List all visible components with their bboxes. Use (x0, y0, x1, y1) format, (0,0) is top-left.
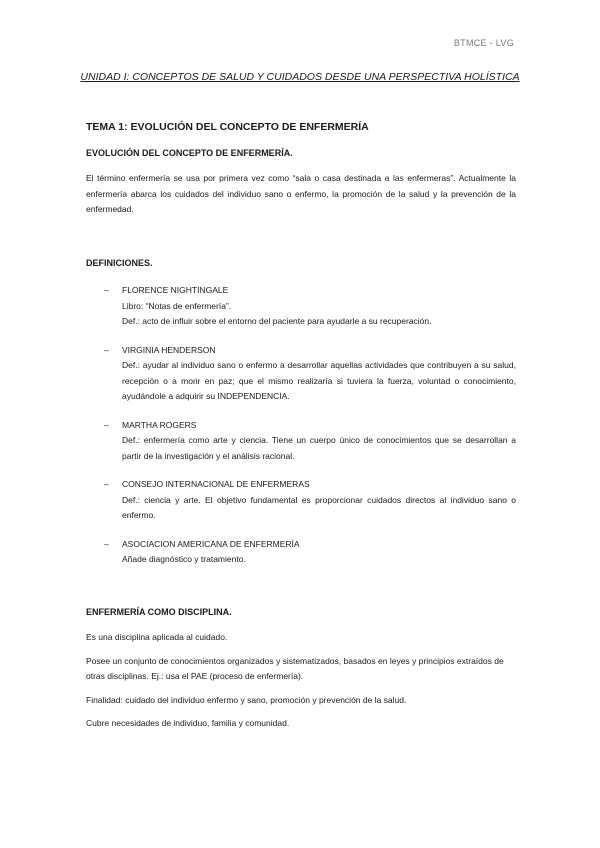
def-line: Def.: ciencia y arte. El objetivo fundamental es proporcionar cuidados directos al individuo sano o enfermo. (122, 494, 516, 520)
disciplina-p2: Posee un conjunto de conocimientos organizados y sistematizados, basados en leyes y principios extraídos de otras disciplinas. Ej.: usa el PAE (proceso de enfermería). (86, 655, 504, 681)
def-line: Def.: ayudar al individuo sano o enfermo a desarrollar aquellas actividades que contribuyen a su salud, recepción o a morir en paz; que el mismo realizaría si tuviera la fuerza, voluntad o conocimiento, ayudándole a adquirir su INDEPENDENCIA. (122, 360, 516, 401)
dash-bullet: – (104, 419, 109, 430)
dash-bullet: – (104, 479, 109, 489)
dash-bullet: – (104, 344, 109, 355)
def-line: Añade diagnóstico y tratamiento. (122, 554, 246, 564)
disciplina-p3: Finalidad: cuidado del individuo enfermo y sano, promoción y prevención de la salud. (86, 694, 407, 705)
tema-title: TEMA 1: EVOLUCIÓN DEL CONCEPTO DE ENFERMERÍA (86, 121, 369, 133)
definiciones-title: DEFINICIONES. (86, 257, 153, 268)
list-item (104, 343, 516, 405)
unit-title: UNIDAD I: CONCEPTOS DE SALUD Y CUIDADOS DESDE UNA PERSPECTIVA HOLÍSTICA (80, 71, 520, 83)
def-line: Libro: “Notas de enfermería”. (122, 300, 232, 311)
def-name: FLORENCE NIGHTINGALE (122, 285, 229, 295)
dash-bullet: – (104, 285, 109, 295)
dash-bullet: – (104, 538, 109, 549)
def-name: MARTHA ROGERS (122, 419, 197, 430)
disciplina-p1: Es una disciplina aplicada al cuidado. (86, 632, 228, 642)
document-body (86, 120, 516, 740)
def-name: VIRGINIA HENDERSON (122, 344, 216, 355)
list-item (104, 418, 516, 465)
list-item (104, 283, 516, 330)
list-item (104, 537, 516, 568)
def-name: ASOCIACION AMERICANA DE ENFERMERÍA (122, 538, 300, 549)
disciplina-title: ENFERMERÍA COMO DISCIPLINA. (86, 606, 232, 617)
tema-intro: El término enfermería se usa por primera vez como “sala o casa destinada a las enfermeras”. Actualmente la enfermería abarca los cuidados del individuo sano o enfermo, la promoción de la salud y la prevención de la enfermedad. (86, 173, 516, 214)
def-line: Def.: acto de influir sobre el entorno del paciente para ayudarle a su recuperación. (122, 316, 432, 326)
list-item (104, 477, 516, 524)
header-tag: BTMCE - LVG (453, 38, 514, 48)
definiciones-list (104, 283, 516, 568)
def-line: Def.: enfermería como arte y ciencia. Tiene un cuerpo único de conocimientos que se desarrollan a partir de la investigación y el análisis racional. (122, 435, 516, 461)
disciplina-p4: Cubre necesidades de individuo, familia y comunidad. (86, 718, 290, 728)
tema-subtitle: EVOLUCIÓN DEL CONCEPTO DE ENFERMERÍA. (86, 147, 293, 158)
def-name: CONSEJO INTERNACIONAL DE ENFERMERAS (122, 479, 310, 489)
